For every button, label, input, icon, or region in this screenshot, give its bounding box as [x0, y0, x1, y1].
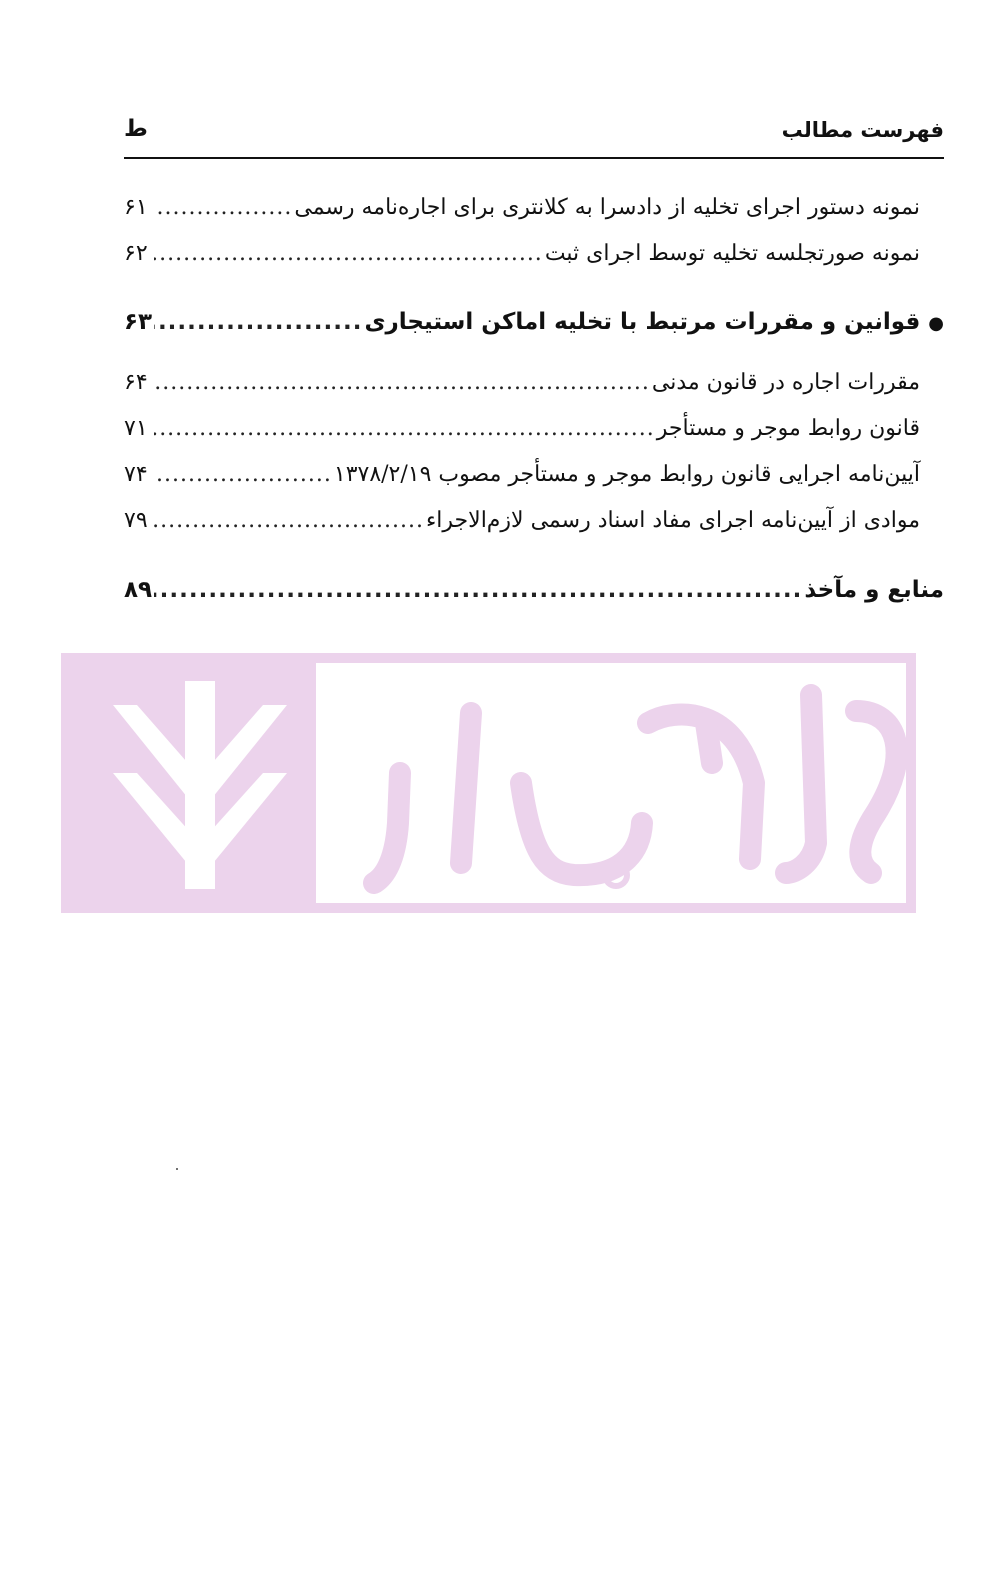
- header-rule: [124, 157, 944, 159]
- toc-section-title: منابع و مآخذ: [804, 577, 944, 603]
- toc-entry[interactable]: [124, 234, 920, 274]
- toc-entry-page: ۶۴: [124, 370, 148, 395]
- dot-leader: [154, 234, 543, 274]
- toc-entry[interactable]: [124, 363, 920, 403]
- watermark: [61, 653, 916, 913]
- toc-section-page: ۶۳: [124, 309, 153, 335]
- toc-entry-title: قانون روابط موجر و مستأجر: [656, 416, 920, 441]
- toc-entry[interactable]: [124, 409, 920, 449]
- running-header-title: فهرست مطالب: [781, 118, 944, 142]
- toc-entry-page: ۶۲: [124, 241, 148, 266]
- toc-entry[interactable]: [124, 501, 920, 541]
- page-folio: ط: [124, 116, 148, 142]
- toc-section-entry[interactable]: [124, 568, 944, 612]
- dot-leader: [154, 188, 292, 228]
- toc-section-title: قوانین و مقررات مرتبط با تخلیه اماکن استیجاری: [364, 309, 921, 335]
- toc-entry-page: ۷۱: [124, 416, 148, 441]
- dot-leader: [154, 455, 332, 495]
- toc-entry-page: ۷۹: [124, 508, 148, 533]
- toc-entry-title: مقررات اجاره در قانون مدنی: [651, 370, 920, 395]
- dot-leader: [154, 501, 424, 541]
- dot-leader: [154, 409, 655, 449]
- toc-entry-title: نمونه صورتجلسه تخلیه توسط اجرای ثبت: [544, 241, 920, 266]
- stray-dot: [176, 1168, 178, 1170]
- toc-entry-title: موادی از آیین‌نامه اجرای مفاد اسناد رسمی لازم‌الاجراء: [425, 508, 920, 533]
- dot-leader: [154, 300, 362, 344]
- dot-leader: [154, 363, 650, 403]
- tree-logo-icon: [61, 653, 316, 913]
- watermark-wordmark: [316, 663, 906, 903]
- dot-leader: [154, 568, 802, 612]
- bullet-icon: ●: [928, 313, 944, 334]
- running-header: [124, 112, 944, 156]
- toc-entry[interactable]: [124, 455, 920, 495]
- toc-entry-page: ۷۴: [124, 462, 148, 487]
- toc-entry[interactable]: [124, 188, 920, 228]
- toc-entry-page: ۶۱: [124, 195, 148, 220]
- toc-section-entry[interactable]: [124, 300, 944, 344]
- toc-section-page: ۸۹: [124, 577, 153, 603]
- toc-entry-title: آیین‌نامه اجرایی قانون روابط موجر و مستأجر مصوب ۱۳۷۸/۲/۱۹: [333, 462, 920, 487]
- toc-entry-title: نمونه دستور اجرای تخلیه از دادسرا به کلانتری برای اجاره‌نامه رسمی: [294, 195, 920, 220]
- watermark-panel: [316, 663, 906, 903]
